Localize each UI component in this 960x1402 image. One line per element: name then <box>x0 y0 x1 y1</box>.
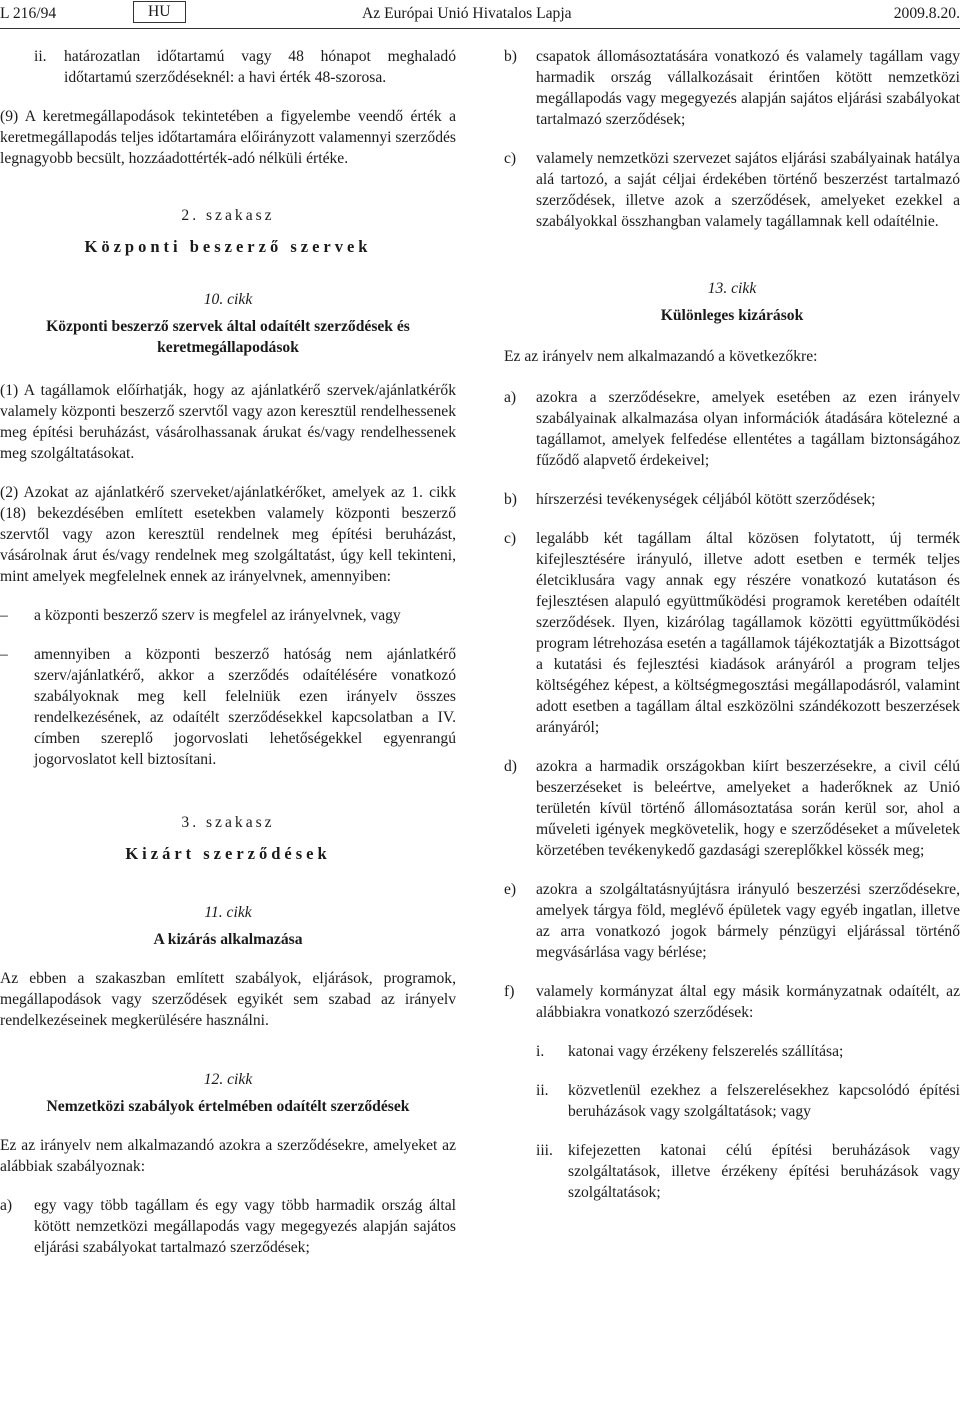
right-column <box>504 46 960 1203</box>
sub-list-item <box>536 1140 960 1203</box>
item-label: a) <box>0 1197 13 1214</box>
article-number: 10. cikk <box>203 291 253 308</box>
item-text: katonai vagy érzékeny felszerelés szállítása; <box>568 1043 844 1060</box>
item-label: d) <box>504 758 517 775</box>
list-item <box>504 528 960 738</box>
list-item <box>0 1195 456 1258</box>
section-number: 2. szakasz <box>181 207 275 224</box>
paragraph: (1) A tagállamok előírhatják, hogy az ajánlatkérő szervek/ajánlatkérők valamely központi beszerző szervtől vagy azon keresztül rendelhessenek meg építési beruházást, vásárolhassanak árukat és/vagy rendelhessenek meg szolgáltatásokat. <box>0 382 456 462</box>
item-text: valamely kormányzat által egy másik kormányzatnak odaítélt, az alábbiakra vonatkozó szerződések: <box>536 983 960 1021</box>
item-label: ii. <box>34 48 47 65</box>
item-text: közvetlenül ezekhez a felszerelésekhez kapcsolódó építési beruházások vagy szolgáltatások; vagy <box>568 1082 960 1120</box>
section-title: Kizárt szerződések <box>125 844 331 863</box>
item-label: b) <box>504 491 517 508</box>
list-item <box>504 489 960 510</box>
section-title: Központi beszerző szervek <box>84 237 372 256</box>
list-item <box>504 148 960 232</box>
article-title: Különleges kizárások <box>660 307 804 324</box>
article-number: 12. cikk <box>203 1071 253 1088</box>
item-text: azokra a harmadik országokban kiírt beszerzésekre, a civil célú beszerzéseket is beleértve, amelyeket a haderőknek az Unió területén kívül történő állomásoztatása során kerül sor, ahol a műveleti igények megkövetelik, hogy e szerződéseket a műveletek körzetében tevékenykedő gazdasági szereplőkkel kössék meg; <box>536 758 960 859</box>
journal-title: Az Európai Unió Hivatalos Lapja <box>362 5 572 22</box>
list-item <box>504 46 960 130</box>
item-text: a központi beszerző szerv is megfelel az irányelvnek, vagy <box>34 607 401 624</box>
dash-marker: – <box>0 646 8 663</box>
header-divider <box>0 28 960 29</box>
paragraph-9: (9) A keretmegállapodások tekintetében a figyelembe veendő érték a keretmegállapodás teljes időtartamára előirányzott valamennyi szerződés legnagyobb becsült, hozzáadottérték-adó nélküli értéke. <box>0 108 456 167</box>
item-text: egy vagy több tagállam és egy vagy több harmadik ország által kötött nemzetközi megállapodás vagy megegyezés alapján sajátos eljárási szabályokat tartalmazó szerződések; <box>34 1197 456 1256</box>
sub-list-item <box>536 1080 960 1122</box>
item-text: csapatok állomásoztatására vonatkozó és valamely tagállam vagy harmadik ország vállalkozásait érintően kötött nemzetközi megállapodás vagy megegyezés alapján sajátos eljárási szabályokat tartalmazó szerződések; <box>536 48 960 128</box>
page-header <box>0 0 960 28</box>
dash-item <box>0 605 456 626</box>
paragraph: Az ebben a szakaszban említett szabályok, eljárások, programok, megállapodások vagy szerződések egyikét sem szabad az irányelv rendelkezéseinek megkerülésére használni. <box>0 970 456 1029</box>
publication-date: 2009.8.20. <box>893 5 960 22</box>
page-reference: L 216/94 <box>0 5 57 22</box>
paragraph: Ez az irányelv nem alkalmazandó azokra a szerződésekre, amelyeket az alábbiak szabályoznak: <box>0 1137 456 1175</box>
list-item <box>504 756 960 861</box>
paragraph: (2) Azokat az ajánlatkérő szerveket/ajánlatkérőket, amelyek az 1. cikk (18) bekezdésében említett esetekben valamely központi beszerző szervtől vagy azon keresztül rendelnek meg építési beruházást, vásárolnak árut és/vagy rendelnek meg szolgáltatást, úgy kell tekinteni, mint amelyek megfelelnek ennek az irányelvnek, amennyiben: <box>0 484 456 585</box>
item-text: amennyiben a központi beszerző hatóság nem ajánlatkérő szerv/ajánlatkérő, akkor a szerződés odaítélésére vonatkozó szabályoknak meg kell felelniük ezen irányelv összes rendelkezésének, az odaítélt szerződésekkel kapcsolatban a IV. címben szereplő jogorvoslati lehetőségekkel egyenrangú jogorvoslatot kell biztosítani. <box>34 646 456 768</box>
item-text: azokra a szolgáltatásnyújtásra irányuló beszerzési szerződésekre, amelyek tárgya föld, meglévő épületek vagy egyéb ingatlan, illetve az arra vonatkozó jogok bármely pénzügyi eljárással történő megvásárlása vagy bérlése; <box>536 881 960 961</box>
item-label: iii. <box>536 1142 553 1159</box>
list-item <box>504 879 960 963</box>
article-title: A kizárás alkalmazása <box>153 931 303 948</box>
item-text: határozatlan időtartamú vagy 48 hónapot meghaladó időtartamú szerződéseknél: a havi érték 48-szorosa. <box>64 48 456 86</box>
dash-marker: – <box>0 607 8 624</box>
item-label: b) <box>504 48 517 65</box>
item-text: valamely nemzetközi szervezet sajátos eljárási szabályainak hatálya alá tartozó, a saját céljai érdekében történő beszerzést tartalmazó szerződések, illetve azok a szerződések, amelyeket ezekkel a szabályokkal összhangban valamely tagállamnak kell odaítélnie. <box>536 150 960 230</box>
item-label: a) <box>504 389 517 406</box>
item-text: kifejezetten katonai célú építési beruházások vagy szolgáltatások, illetve érzékeny építési beruházások vagy szolgáltatások; <box>568 1142 960 1201</box>
list-item <box>504 981 960 1023</box>
item-text: hírszerzési tevékenységek céljából kötött szerződések; <box>536 491 876 508</box>
article-number: 11. cikk <box>204 904 252 921</box>
list-item <box>504 387 960 471</box>
sub-list-item <box>536 1041 960 1062</box>
list-item <box>34 46 456 88</box>
article-title: Központi beszerző szervek által odaítélt szerződések és keretmegállapodások <box>46 318 410 356</box>
language-badge: HU <box>133 1 186 23</box>
item-text: legalább két tagállam által közösen folytatott, új termék kifejlesztésére irányuló, illetve adott esetben e termék teljes életciklusára vagy annak egy részére vonatkozó kutatáson és fejlesztésen alapuló együttműködési programok keretében odaítélt szerződések. Ilyen, kizárólag tagállamok közötti együttműködési program létrehozása esetén a tagállamok tájékoztatják a Bizottságot a kutatási és fejlesztési kiadások arányáról a program teljes költségéhez képest, a költségmegosztási megállapodásról, valamint adott esetben a tagállam által eszközölni szándékozott beszerzések arányáról; <box>536 530 960 736</box>
item-label: c) <box>504 150 517 167</box>
item-text: azokra a szerződésekre, amelyek esetében az ezen irányelv szabályainak alkalmazása olyan információk átadására kötelezné a tagállamot, amelyek felfedése ellentétes a tagállam biztonságához fűződő alapvető érdekeivel; <box>536 389 960 469</box>
section-number: 3. szakasz <box>181 814 275 831</box>
left-column <box>0 46 456 1258</box>
paragraph: Ez az irányelv nem alkalmazandó a következőkre: <box>504 348 818 365</box>
article-title: Nemzetközi szabályok értelmében odaítélt szerződések <box>46 1098 410 1115</box>
item-label: e) <box>504 881 517 898</box>
dash-item <box>0 644 456 770</box>
item-label: c) <box>504 530 517 547</box>
article-number: 13. cikk <box>707 280 757 297</box>
item-label: i. <box>536 1043 545 1060</box>
item-label: f) <box>504 983 515 1000</box>
item-label: ii. <box>536 1082 549 1099</box>
